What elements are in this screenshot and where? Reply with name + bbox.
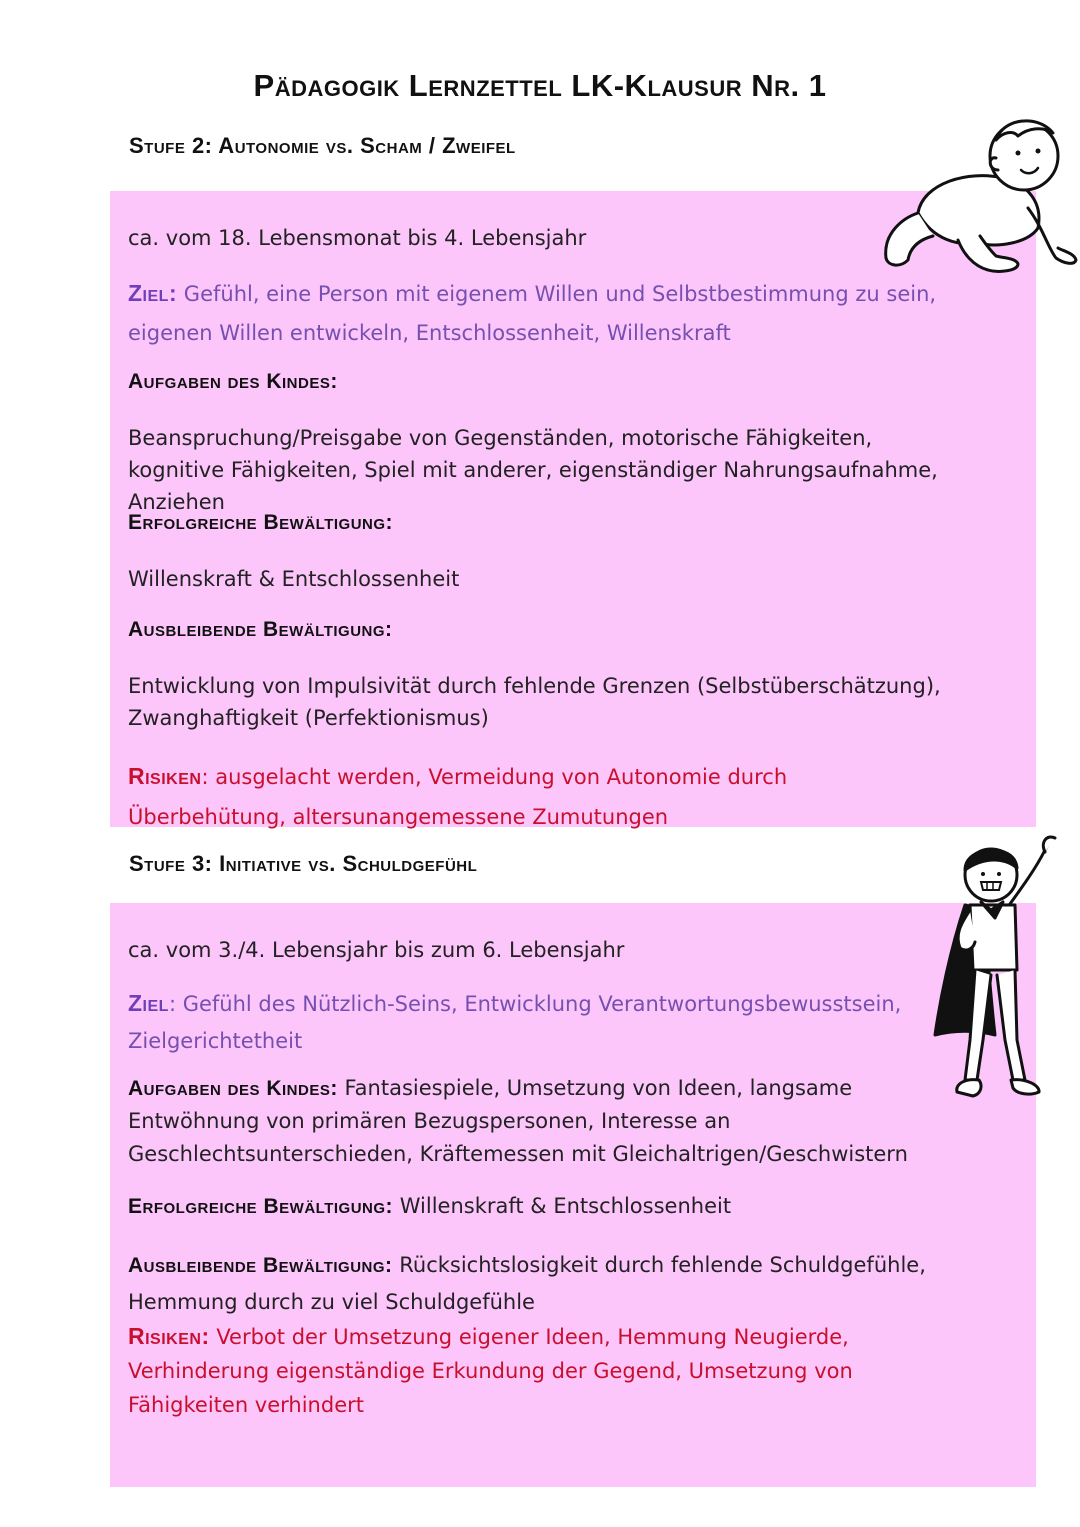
stage3-risks-label: Risiken: — [128, 1323, 210, 1349]
stage3-success — [128, 1190, 948, 1223]
stage2-success-label: Erfolgreiche Bewältigung: — [128, 511, 394, 534]
crawling-baby-icon — [878, 108, 1080, 284]
stage2-risks — [128, 756, 948, 837]
stage2-failure-label: Ausbleibende Bewältigung: — [128, 618, 393, 641]
stage3-goal — [128, 985, 948, 1060]
stage2-tasks-label: Aufgaben des Kindes: — [128, 370, 338, 393]
stage3-goal-text: : Gefühl des Nützlich-Seins, Entwicklung Verantwortungsbewusstsein, Zielgerichtetheit — [128, 992, 902, 1053]
stage3-risks-text: Verbot der Umsetzung eigener Ideen, Hemmung Neugierde, Verhinderung eigenständige Erkundung der Gegend, Umsetzung von Fähigkeiten verhindert — [128, 1325, 853, 1417]
stage3-goal-label: Ziel — [128, 990, 169, 1016]
stage3-heading: Stufe 3: Initiative vs. Schuldgefühl — [129, 851, 478, 876]
stage2-age: ca. vom 18. Lebensmonat bis 4. Lebensjahr — [128, 226, 587, 250]
stage3-success-label: Erfolgreiche Bewältigung: — [128, 1195, 394, 1218]
stage3-success-text: Willenskraft & Entschlossenheit — [399, 1194, 732, 1218]
stage2-goal — [128, 274, 948, 353]
superhero-kid-icon — [925, 830, 1065, 1108]
stage2-tasks-text: Beanspruchung/Preisgabe von Gegenständen, motorische Fähigkeiten, kognitive Fähigkeiten, Spiel mit anderer, eigenständiger Nahrungsaufnahme, Anziehen — [128, 426, 938, 514]
stage3-failure — [128, 1247, 928, 1321]
stage3-failure-label: Ausbleibende Bewältigung: — [128, 1254, 393, 1277]
stage2-goal-label: Ziel: — [128, 280, 178, 306]
stage2-failure-text: Entwicklung von Impulsivität durch fehlende Grenzen (Selbstüberschätzung), Zwanghaftigkeit (Perfektionismus) — [128, 674, 941, 730]
page-title: Pädagogik Lernzettel LK-Klausur Nr. 1 — [253, 68, 827, 103]
stage2-heading: Stufe 2: Autonomie vs. Scham / Zweifel — [129, 133, 516, 158]
stage3-risks — [128, 1319, 868, 1422]
stage2-risks-label: Risiken — [128, 763, 202, 789]
stage2-goal-text: Gefühl, eine Person mit eigenem Willen und Selbstbestimmung zu sein, eigenen Willen entwickeln, Entschlossenheit, Willenskraft — [128, 282, 937, 345]
stage3-failure-text: Rücksichtslosigkeit durch fehlende Schuldgefühle, Hemmung durch zu viel Schuldgefühle — [128, 1253, 926, 1314]
stage3-age: ca. vom 3./4. Lebensjahr bis zum 6. Lebensjahr — [128, 938, 625, 962]
stage3-tasks-text: Fantasiespiele, Umsetzung von Ideen, langsame Entwöhnung von primären Bezugspersonen, Interesse an Geschlechtsunterschieden, Kräftemessen mit Gleichaltrigen/Geschwistern — [128, 1076, 908, 1166]
stage2-success-text: Willenskraft & Entschlossenheit — [128, 567, 460, 591]
stage3-tasks-label: Aufgaben des Kindes: — [128, 1077, 338, 1100]
stage3-tasks — [128, 1072, 908, 1171]
stage2-risks-text: : ausgelacht werden, Vermeidung von Autonomie durch Überbehütung, altersunangemessene Zumutungen — [128, 765, 788, 829]
